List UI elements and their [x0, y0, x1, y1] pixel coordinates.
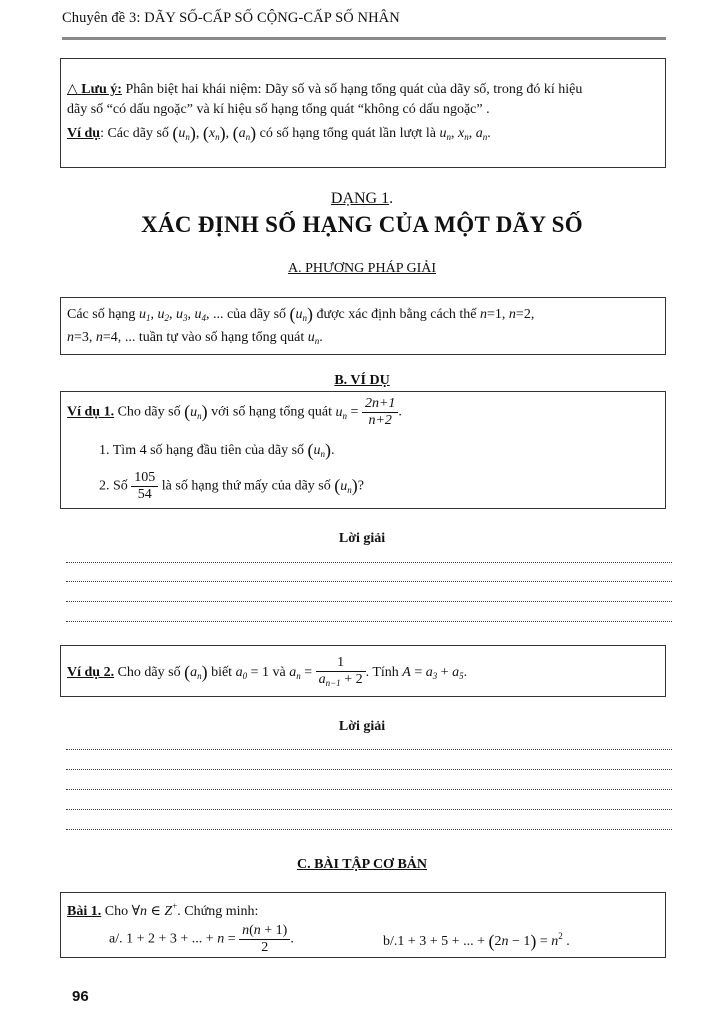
warning-triangle-icon: △ [67, 82, 78, 97]
note-example-mid: có số hạng tổng quát lần lượt là [259, 126, 436, 141]
note-line-1 [67, 81, 582, 98]
example-1-line: Ví dụ 1. Cho dãy số $(u_n)$ với số hạng tổng quát $u_n$ = $\frac{2n+1}{n+2}$ . [67, 396, 402, 428]
note-example-text: : Các dãy số [100, 126, 169, 141]
basic-heading: C. BÀI TẬP CƠ BẢN [296, 857, 428, 872]
note-example-label: Ví dụ [67, 126, 101, 141]
method-box [60, 297, 666, 355]
answer-line [66, 621, 672, 622]
answer-line [66, 829, 672, 830]
example-1-fraction: $\frac{2n+1}{n+2}$ [362, 396, 398, 429]
page-header-title: Chuyên đề 3: DÃY SỐ-CẤP SỐ CỘNG-CẤP SỐ NHÂN [62, 10, 400, 26]
basic-heading-wrap [0, 857, 724, 873]
example-2-line: Ví dụ 2. Cho dãy số $(a_n)$ biết $a_0 = 1$ và $a_n$ = $\frac{1}{a_{n-1} + 2}$ . Tính $A = a_3 + a_5$. [67, 655, 467, 691]
note-example-line: Ví dụ: Các dãy số $(u_n)$, $(x_n)$, $(a_n)$ có số hạng tổng quát lần lượt là $u_n$, $x_n$, $a_n$. [67, 123, 491, 143]
method-line-2: n=3, n=4, ... tuần tự vào số hạng tổng quát $u_n$. [67, 330, 323, 346]
examples-heading-wrap [0, 373, 724, 389]
answer-line [66, 769, 672, 770]
example-1-question-2: 2. Số $\frac{105}{54}$ là số hạng thứ mấy của dãy số $(u_n)$? [99, 470, 364, 502]
note-text-1: Phân biệt hai khái niệm: Dãy số và số hạng tổng quát của dãy số, trong đó kí hiệu [121, 82, 583, 97]
answer-line [66, 809, 672, 810]
solution-heading-1: Lời giải [338, 531, 386, 546]
exercise-1-line: Bài 1. Cho ∀n ∈ Z+. Chứng minh: [67, 901, 259, 919]
example-1-label: Ví dụ 1. [67, 404, 115, 420]
answer-line [66, 749, 672, 750]
note-line-2: dãy số “có dấu ngoặc” và kí hiệu số hạng tổng quát “không có dấu ngoặc” . [67, 102, 490, 117]
method-heading-wrap [0, 261, 724, 277]
section-title: XÁC ĐỊNH SỐ HẠNG CỦA MỘT DÃY SỐ [141, 212, 583, 237]
example-2-label: Ví dụ 2. [67, 665, 115, 681]
note-box [60, 58, 666, 168]
header-rule [62, 37, 666, 40]
example-1-box [60, 391, 666, 509]
method-heading: A. PHƯƠNG PHÁP GIẢI [287, 261, 437, 276]
exercise-1-box [60, 892, 666, 958]
answer-line [66, 789, 672, 790]
exercise-1-part-a: a/. 1 + 2 + 3 + ... + n = $\frac{n(n + 1)}{2}$ . [109, 923, 294, 955]
solution-heading-2: Lời giải [338, 719, 386, 734]
answer-line [66, 581, 672, 582]
exercise-1-part-b: b/.1 + 3 + 5 + ... + $(2n - 1) = n^2$ . [383, 931, 570, 951]
answer-line [66, 601, 672, 602]
answer-line [66, 562, 672, 563]
method-line-1: Các số hạng $u_1$, $u_2$, $u_3$, $u_4$, ... của dãy số $(u_n)$ được xác định bằng cách thế n=1, n=2, [67, 304, 535, 324]
dang-heading: DẠNG 1. [330, 190, 394, 207]
exercise-1-label: Bài 1. [67, 904, 102, 919]
example-1-question-1: 1. Tìm 4 số hạng đầu tiên của dãy số $(u_n)$. [99, 440, 335, 460]
note-label: △ Lưu ý: [67, 82, 122, 97]
dang-label: DẠNG 1 [330, 190, 390, 207]
examples-heading: B. VÍ DỤ [334, 373, 390, 388]
example-2-box [60, 645, 666, 697]
example-2-fraction: $\frac{1}{a_{n-1} + 2}$ [316, 655, 366, 691]
page-number: 96 [72, 988, 89, 1005]
